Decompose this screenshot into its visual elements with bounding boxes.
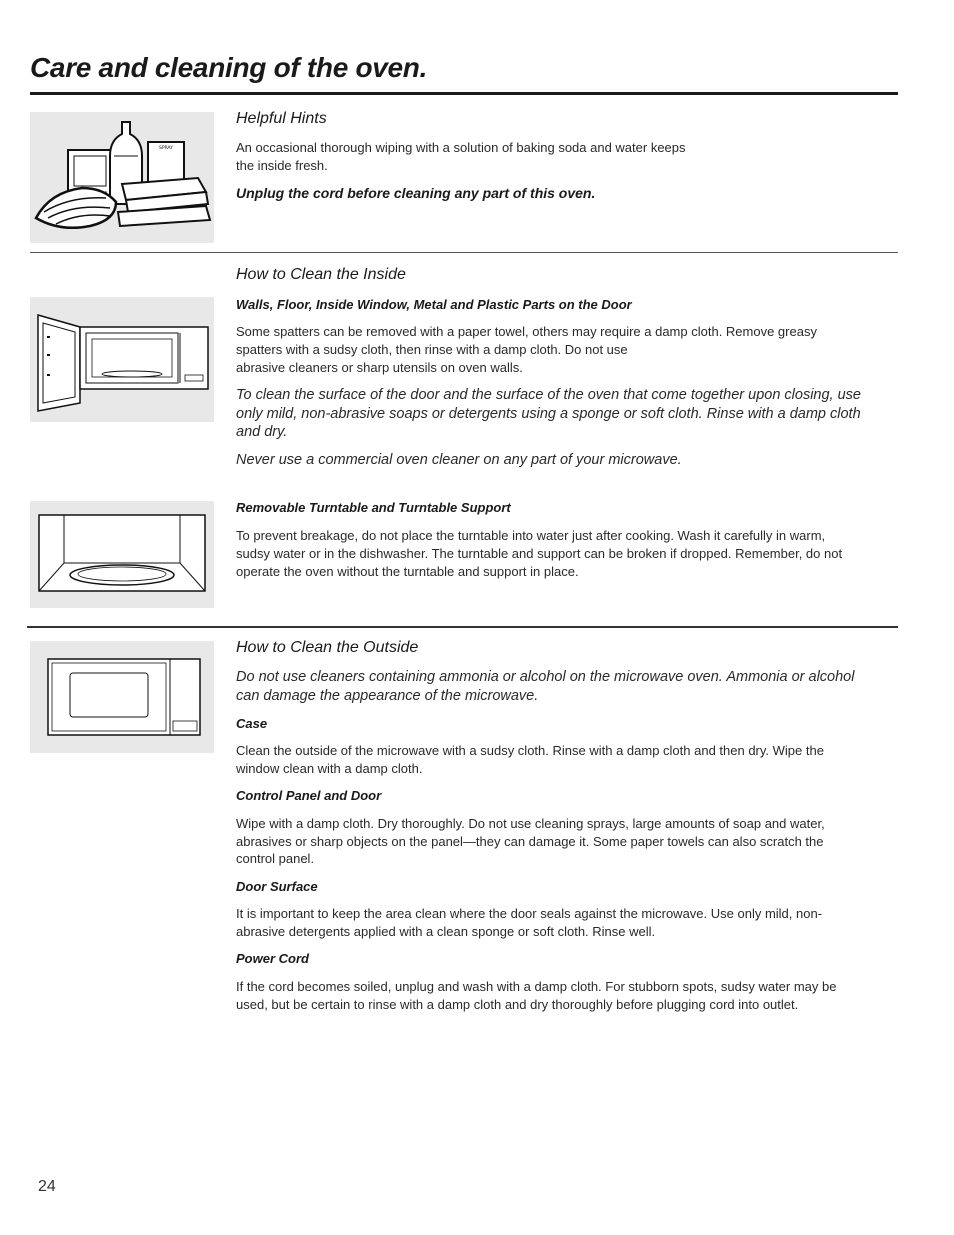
control-panel-heading: Control Panel and Door (236, 788, 382, 803)
oven-cleaner-warning: Never use a commercial oven cleaner on any part of your microwave. (236, 452, 682, 468)
helpful-hints-heading: Helpful Hints (236, 110, 327, 127)
cleaning-supplies-illustration (30, 112, 214, 243)
door-surface-heading: Door Surface (236, 879, 318, 894)
section-divider (27, 626, 898, 628)
power-cord-text-line: If the cord becomes soiled, unplug and wash with a damp cloth. For stubborn spots, sudsy water may be (236, 979, 837, 994)
clean-inside-text-line: abrasive cleaners or sharp utensils on oven walls. (236, 360, 523, 375)
turntable-text-line: sudsy water or in the dishwasher. The turntable and support can be broken if dropped. Remember, do not (236, 546, 843, 561)
control-panel-text-line: control panel. (236, 851, 315, 866)
door-surface-italic-line: only mild, non-abrasive soaps or detergents using a sponge or soft cloth. Rinse with a damp cloth (236, 406, 861, 422)
page-title: Care and cleaning of the oven. (30, 52, 428, 83)
case-text-line: Clean the outside of the microwave with a sudsy cloth. Rinse with a damp cloth and then dry. Wipe the (236, 743, 824, 758)
spray-label: SPRAY (159, 146, 173, 151)
turntable-illustration (30, 501, 214, 608)
door-surface-text-line: abrasive detergents applied with a clean sponge or soft cloth. Rinse well. (236, 924, 656, 939)
microwave-open-door-illustration (30, 297, 214, 422)
clean-inside-heading: How to Clean the Inside (236, 266, 406, 283)
door-surface-italic-line: and dry. (236, 424, 288, 440)
ammonia-warning-line: can damage the appearance of the microwave. (236, 688, 539, 704)
clean-inside-text-line: spatters with a sudsy cloth, then rinse with a damp cloth. Do not use (236, 342, 628, 357)
turntable-subheading: Removable Turntable and Turntable Support (236, 500, 511, 515)
door-surface-italic-line: To clean the surface of the door and the surface of the oven that come together upon closing, use (236, 387, 861, 403)
power-cord-text-line: used, but be certain to rinse with a damp cloth and dry thoroughly before plugging cord into outlet. (236, 997, 799, 1012)
clean-inside-subheading: Walls, Floor, Inside Window, Metal and Plastic Parts on the Door (236, 297, 632, 312)
turntable-text-line: To prevent breakage, do not place the turntable into water just after cooking. Wash it carefully in warm, (236, 528, 826, 543)
helpful-hints-text-line: An occasional thorough wiping with a solution of baking soda and water keeps (236, 140, 686, 155)
control-panel-text-line: Wipe with a damp cloth. Dry thoroughly. Do not use cleaning sprays, large amounts of soap and water, (236, 816, 825, 831)
case-heading: Case (236, 716, 268, 731)
page-number: 24 (38, 1178, 56, 1195)
microwave-closed-illustration (30, 641, 214, 753)
turntable-text-line: operate the oven without the turntable and support in place. (236, 564, 579, 579)
title-rule (30, 92, 898, 95)
clean-outside-heading: How to Clean the Outside (236, 639, 419, 656)
control-panel-text-line: abrasives or sharp objects on the panel—they can damage it. Some paper towels can also scratch the (236, 834, 824, 849)
power-cord-heading: Power Cord (236, 951, 309, 966)
unplug-warning: Unplug the cord before cleaning any part of this oven. (236, 185, 596, 201)
door-surface-text-line: It is important to keep the area clean where the door seals against the microwave. Use only mild, non- (236, 906, 823, 921)
helpful-hints-text-line: the inside fresh. (236, 158, 328, 173)
section-divider (30, 252, 898, 253)
case-text-line: window clean with a damp cloth. (236, 761, 423, 776)
ammonia-warning-line: Do not use cleaners containing ammonia or alcohol on the microwave oven. Ammonia or alcohol (236, 669, 855, 685)
clean-inside-text-line: Some spatters can be removed with a paper towel, others may require a damp cloth. Remove greasy (236, 324, 817, 339)
